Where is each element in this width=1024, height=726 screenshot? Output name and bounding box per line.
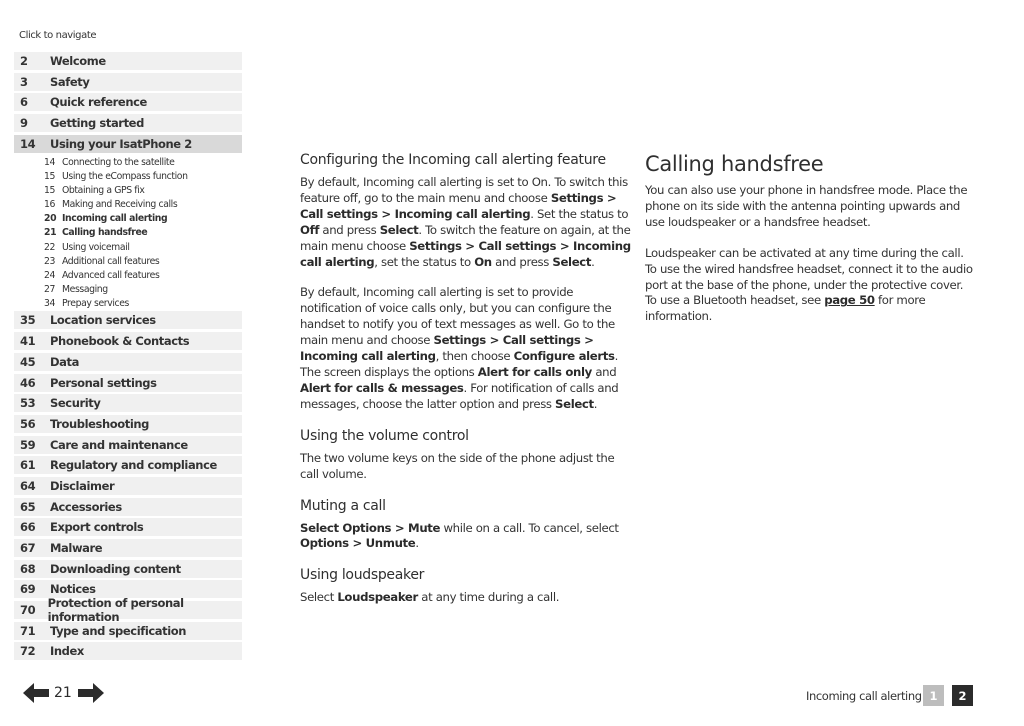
toc-label: Phonebook & Contacts xyxy=(50,334,190,349)
toc-num: 65 xyxy=(20,499,36,514)
page-title: Calling handsfree xyxy=(645,152,824,176)
toc-num: 23 xyxy=(44,255,56,267)
toc-num: 9 xyxy=(20,116,28,131)
nav-caption: Click to navigate xyxy=(19,30,97,41)
toc-section[interactable] xyxy=(14,477,242,495)
toc-label: Using your IsatPhone 2 xyxy=(50,136,192,151)
toc-num: 22 xyxy=(44,241,56,253)
body-paragraph xyxy=(300,590,632,606)
body-paragraph: You can also use your phone in handsfree mode. Place the phone on its side with the antenna pointing upwards and use loudspeaker or a handsfree headset. xyxy=(645,183,968,229)
body-paragraph xyxy=(300,521,632,553)
toc-section[interactable] xyxy=(14,52,242,70)
body-paragraph: The two volume keys on the side of the phone adjust the call volume. xyxy=(300,450,615,481)
text-run: . The screen displays the options xyxy=(300,349,618,379)
toc-num: 53 xyxy=(20,396,36,411)
toc-section[interactable] xyxy=(14,73,242,91)
main-column xyxy=(300,152,632,621)
toc-num: 56 xyxy=(20,416,36,431)
toc-label: Connecting to the satellite xyxy=(62,156,175,168)
page-tab-1[interactable]: 1 xyxy=(923,685,944,706)
toc-num: 71 xyxy=(20,623,36,638)
toc-section[interactable] xyxy=(14,332,242,350)
toc-num: 67 xyxy=(20,541,36,556)
toc-label: Security xyxy=(50,396,101,411)
toc-section[interactable] xyxy=(14,596,242,625)
toc-subsection[interactable] xyxy=(14,254,242,268)
toc-num: 69 xyxy=(20,582,36,597)
toc-label: Calling handsfree xyxy=(62,227,148,239)
toc-label: Making and Receiving calls xyxy=(62,199,178,211)
toc-subsection[interactable] xyxy=(14,296,242,310)
text-run: , set the status to xyxy=(374,254,475,269)
option-value: On xyxy=(474,254,492,269)
key-label: Select xyxy=(552,254,592,269)
option-value: Alert for calls & messages xyxy=(300,380,464,395)
body-paragraph xyxy=(645,246,977,326)
text-run: , then choose xyxy=(435,349,514,364)
toc-section[interactable] xyxy=(14,374,242,392)
toc-section[interactable] xyxy=(14,436,242,454)
toc-num: 64 xyxy=(20,478,36,493)
toc-num: 14 xyxy=(20,136,36,151)
toc-num: 3 xyxy=(20,74,28,89)
toc-section-active[interactable] xyxy=(14,135,242,153)
toc-label: Welcome xyxy=(50,54,106,68)
toc-num: 59 xyxy=(20,437,36,452)
toc-num: 21 xyxy=(44,227,57,239)
toc-label: Data xyxy=(50,354,79,369)
table-of-contents xyxy=(14,52,242,663)
text-run: for more information. xyxy=(645,293,926,324)
toc-section[interactable] xyxy=(14,93,242,111)
toc-label: Getting started xyxy=(50,116,144,131)
menu-path: Options > Unmute xyxy=(300,536,416,551)
section-heading: Using the volume control xyxy=(300,427,469,444)
toc-num: 45 xyxy=(20,354,36,369)
page-number: 21 xyxy=(54,685,72,701)
toc-num: 2 xyxy=(20,54,28,68)
toc-label: Notices xyxy=(50,582,96,597)
toc-label: Regulatory and compliance xyxy=(50,458,217,473)
page-link[interactable]: page 50 xyxy=(824,293,875,308)
toc-label: Troubleshooting xyxy=(50,416,150,431)
toc-num: 72 xyxy=(20,644,36,659)
toc-label: Care and maintenance xyxy=(50,437,188,452)
toc-num: 15 xyxy=(44,171,56,183)
section-heading: Configuring the Incoming call alerting feature xyxy=(300,152,606,168)
option-value: Off xyxy=(300,222,320,237)
body-paragraph xyxy=(300,285,632,412)
menu-path: Settings > Call settings > Incoming call alerting xyxy=(300,238,631,269)
footer-section-title: Incoming call alerting xyxy=(806,689,922,703)
text-run: while on a call. To cancel, select xyxy=(440,520,619,535)
toc-section[interactable] xyxy=(14,353,242,371)
toc-subsection[interactable] xyxy=(14,184,242,198)
toc-label: Prepay services xyxy=(62,297,129,309)
menu-path: Settings > Call settings > Incoming call alerting xyxy=(300,190,617,221)
toc-subsection[interactable] xyxy=(14,198,242,212)
text-run: By default, Incoming call alerting is set to On. To switch this feature off, go to the main menu and choose xyxy=(300,175,628,205)
toc-num: 66 xyxy=(20,520,36,535)
toc-section[interactable] xyxy=(14,114,242,132)
text-run: at any time during a call. xyxy=(417,590,560,605)
toc-num: 20 xyxy=(44,213,57,225)
page-tab-2[interactable]: 2 xyxy=(952,685,973,706)
toc-label: Malware xyxy=(50,541,103,556)
text-run: . xyxy=(591,254,595,269)
key-label: Select xyxy=(379,222,419,237)
key-label: Select xyxy=(555,396,594,411)
toc-label: Location services xyxy=(50,313,156,328)
toc-label: Obtaining a GPS fix xyxy=(62,185,145,197)
text-run: and press xyxy=(319,222,380,237)
toc-label: Advanced call features xyxy=(62,269,160,281)
toc-num: 15 xyxy=(44,185,56,197)
toc-label: Messaging xyxy=(62,283,108,295)
toc-subsection[interactable] xyxy=(14,155,242,169)
toc-label: Using voicemail xyxy=(62,241,130,253)
toc-subsection-current[interactable] xyxy=(14,212,242,226)
key-label: Loudspeaker xyxy=(337,590,418,605)
toc-subsection[interactable] xyxy=(14,268,242,282)
toc-label: Additional call features xyxy=(62,255,160,267)
toc-subsection[interactable] xyxy=(14,282,242,296)
toc-section[interactable] xyxy=(14,622,242,640)
toc-num: 16 xyxy=(44,199,56,211)
toc-section[interactable] xyxy=(14,394,242,412)
menu-path: Settings > Call settings > Incoming call alerting xyxy=(300,333,594,364)
toc-label: Safety xyxy=(50,74,90,89)
toc-section[interactable] xyxy=(14,560,242,578)
right-arrow-icon[interactable] xyxy=(77,682,105,704)
section-heading: Muting a call xyxy=(300,497,386,514)
toc-label: Export controls xyxy=(50,520,144,535)
toc-subsection-current[interactable] xyxy=(14,226,242,240)
toc-label: Accessories xyxy=(50,499,122,514)
toc-label: Index xyxy=(50,644,84,659)
toc-label: Downloading content xyxy=(50,561,181,576)
text-run: and xyxy=(591,364,617,379)
option-value: Configure alerts xyxy=(513,349,615,364)
text-run: Loudspeaker can be activated at any time during the call. To use the wired handsfree headset, connect it to the audio port at the base of the phone, under the protective cover. To use a Bluetooth headset, see xyxy=(645,245,973,308)
toc-section[interactable] xyxy=(14,415,242,433)
toc-section[interactable] xyxy=(14,311,242,329)
toc-label: Quick reference xyxy=(50,95,147,110)
text-run: Select xyxy=(300,590,338,605)
toc-label: Type and specification xyxy=(50,623,187,638)
toc-subsections xyxy=(14,155,242,310)
toc-num: 61 xyxy=(20,458,36,473)
text-run: and press xyxy=(491,254,553,269)
toc-subsection[interactable] xyxy=(14,240,242,254)
option-value: Alert for calls only xyxy=(477,364,592,379)
toc-label: Protection of personal information xyxy=(47,596,184,625)
text-run: . xyxy=(415,536,419,551)
menu-path: Select Options > Mute xyxy=(300,520,441,535)
toc-num: 6 xyxy=(20,95,28,110)
section-heading: Using loudspeaker xyxy=(300,567,425,584)
text-run: . For notification of calls and messages, choose the latter option and press xyxy=(300,380,619,411)
toc-num: 70 xyxy=(20,603,36,618)
body-paragraph xyxy=(300,175,632,270)
text-run: . To switch the feature on again, at the main menu choose xyxy=(300,222,631,253)
toc-section[interactable] xyxy=(14,456,242,474)
toc-section[interactable] xyxy=(14,539,242,557)
left-arrow-icon[interactable] xyxy=(22,682,50,704)
toc-section[interactable] xyxy=(14,642,242,660)
text-run: . xyxy=(593,396,598,411)
toc-num: 68 xyxy=(20,561,36,576)
toc-num: 14 xyxy=(44,156,56,168)
toc-label: Using the eCompass function xyxy=(62,171,188,183)
toc-label: Incoming call alerting xyxy=(62,213,168,225)
toc-num: 27 xyxy=(44,283,56,295)
toc-section[interactable] xyxy=(14,498,242,516)
text-run: By default, Incoming call alerting is set to provide notification of voice calls only, but you can configure the handset to notify you of text messages as well. Go to the main menu and choose xyxy=(300,285,615,348)
toc-num: 46 xyxy=(20,375,36,390)
toc-num: 35 xyxy=(20,313,36,328)
text-run: . Set the status to xyxy=(530,206,629,221)
toc-label: Disclaimer xyxy=(50,478,115,493)
side-column xyxy=(645,152,977,340)
toc-subsection[interactable] xyxy=(14,170,242,184)
toc-label: Personal settings xyxy=(50,375,157,390)
toc-num: 41 xyxy=(20,334,36,349)
toc-num: 34 xyxy=(44,297,56,309)
toc-num: 24 xyxy=(44,269,56,281)
toc-section[interactable] xyxy=(14,518,242,536)
page-navigation xyxy=(22,682,105,704)
